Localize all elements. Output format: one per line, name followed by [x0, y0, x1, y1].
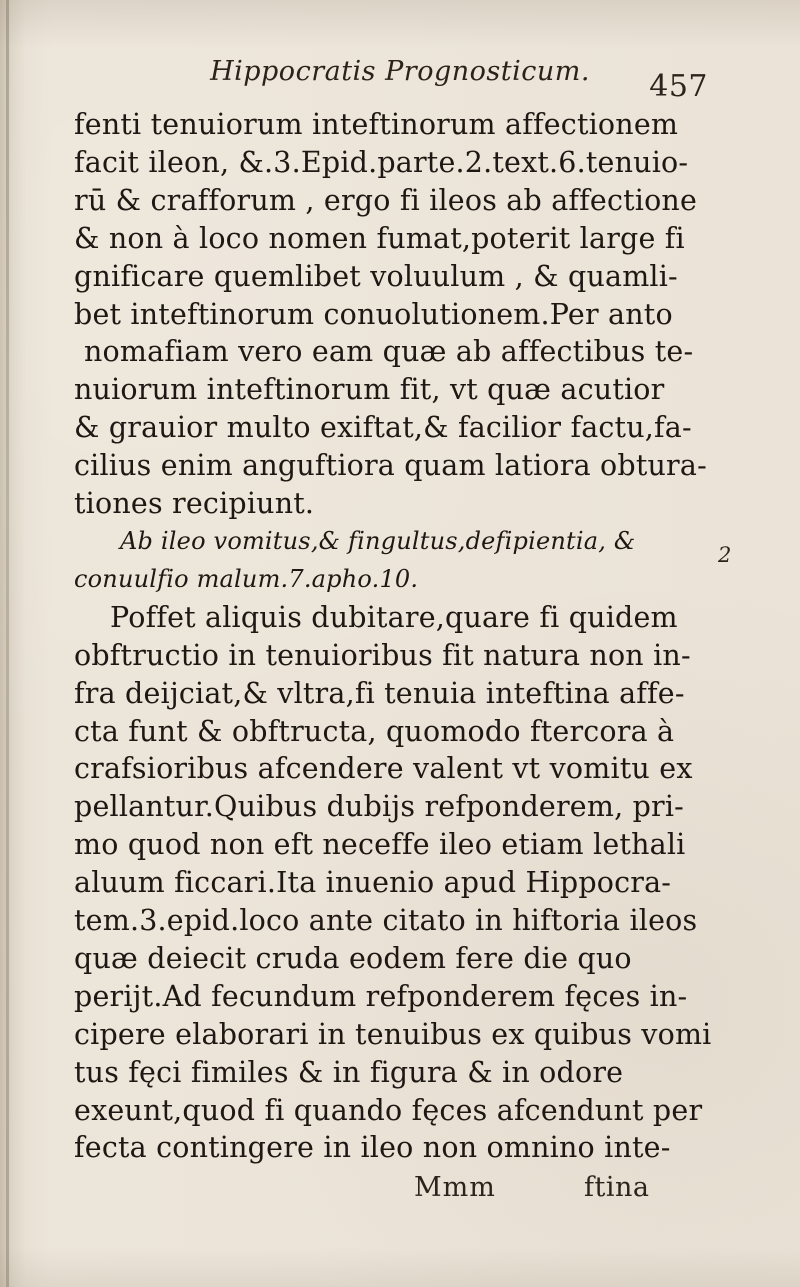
text-line-06: bet inteftinorum conuolutionem.Per anto [74, 297, 673, 331]
text-line-09: & grauior multo exiftat,& facilior factu,fa- [74, 411, 692, 445]
text-line-17: cta funt & obftructa, quomodo ftercora à [74, 714, 675, 748]
text-line-14: Poffet aliquis dubitare,quare fi quidem [110, 600, 678, 634]
text-line-04: & non à loco nomen fumat,poterit large fi [74, 221, 685, 255]
text-line-07: nomafiam vero eam quæ ab affectibus te- [84, 335, 694, 369]
catchword: ftina [584, 1172, 650, 1203]
text-line-21: aluum ficcari.Ita inuenio apud Hippocra- [74, 866, 672, 900]
binding-gutter [6, 0, 9, 1287]
main-text-block [74, 106, 712, 1167]
text-line-10: cilius enim anguftiora quam latiora obtura- [74, 449, 707, 483]
margin-note-number: 2 [718, 543, 732, 567]
text-line-02: facit ileon, &.3.Epid.parte.2.text.6.tenuio- [74, 145, 689, 179]
page-number: 457 [649, 69, 708, 104]
text-line-15: obftructio in tenuioribus fit natura non in- [74, 638, 691, 672]
aphorism-line-2: conuulfio malum.7.apho.10. [74, 564, 419, 593]
top-page-shade [0, 0, 800, 48]
text-line-23: quæ deiecit cruda eodem fere die quo [74, 941, 632, 975]
text-line-03: rū & crafforum , ergo fi ileos ab affectione [74, 183, 698, 217]
text-line-20: mo quod non eft neceffe ileo etiam lethali [74, 828, 686, 862]
running-header-title: Hippocratis Prognosticum. [210, 56, 590, 87]
aphorism-line-1: Ab ileo vomitus,& fingultus,defipientia, & [120, 526, 636, 555]
text-line-26: tus fęci fimiles & in figura & in odore [74, 1055, 624, 1089]
text-line-22: tem.3.epid.loco ante citato in hiftoria ileos [74, 904, 698, 938]
text-line-05: gnificare quemlibet voluulum , & quamli- [74, 259, 678, 293]
text-line-08: nuiorum inteftinorum fit, vt quæ acutior [74, 373, 665, 407]
signature-mark: Mmm [414, 1172, 496, 1203]
text-line-18: crafsioribus afcendere valent vt vomitu ex [74, 752, 693, 786]
text-line-01: fenti tenuiorum inteftinorum affectionem [74, 108, 679, 141]
bottom-page-shade [0, 1247, 800, 1287]
text-line-16: fra deijciat,& vltra,fi tenuia inteftina affe- [74, 676, 685, 710]
text-line-27: exeunt,quod fi quando fęces afcendunt per [74, 1093, 703, 1127]
text-line-25: cipere elaborari in tenuibus ex quibus vomi [74, 1017, 712, 1051]
text-line-11: tiones recipiunt. [74, 487, 315, 521]
text-line-24: perijt.Ad fecundum refponderem fęces in- [74, 979, 688, 1013]
text-line-19: pellantur.Quibus dubijs refponderem, pri- [74, 790, 684, 824]
text-line-28: fecta contingere in ileo non omnino inte- [74, 1131, 671, 1165]
